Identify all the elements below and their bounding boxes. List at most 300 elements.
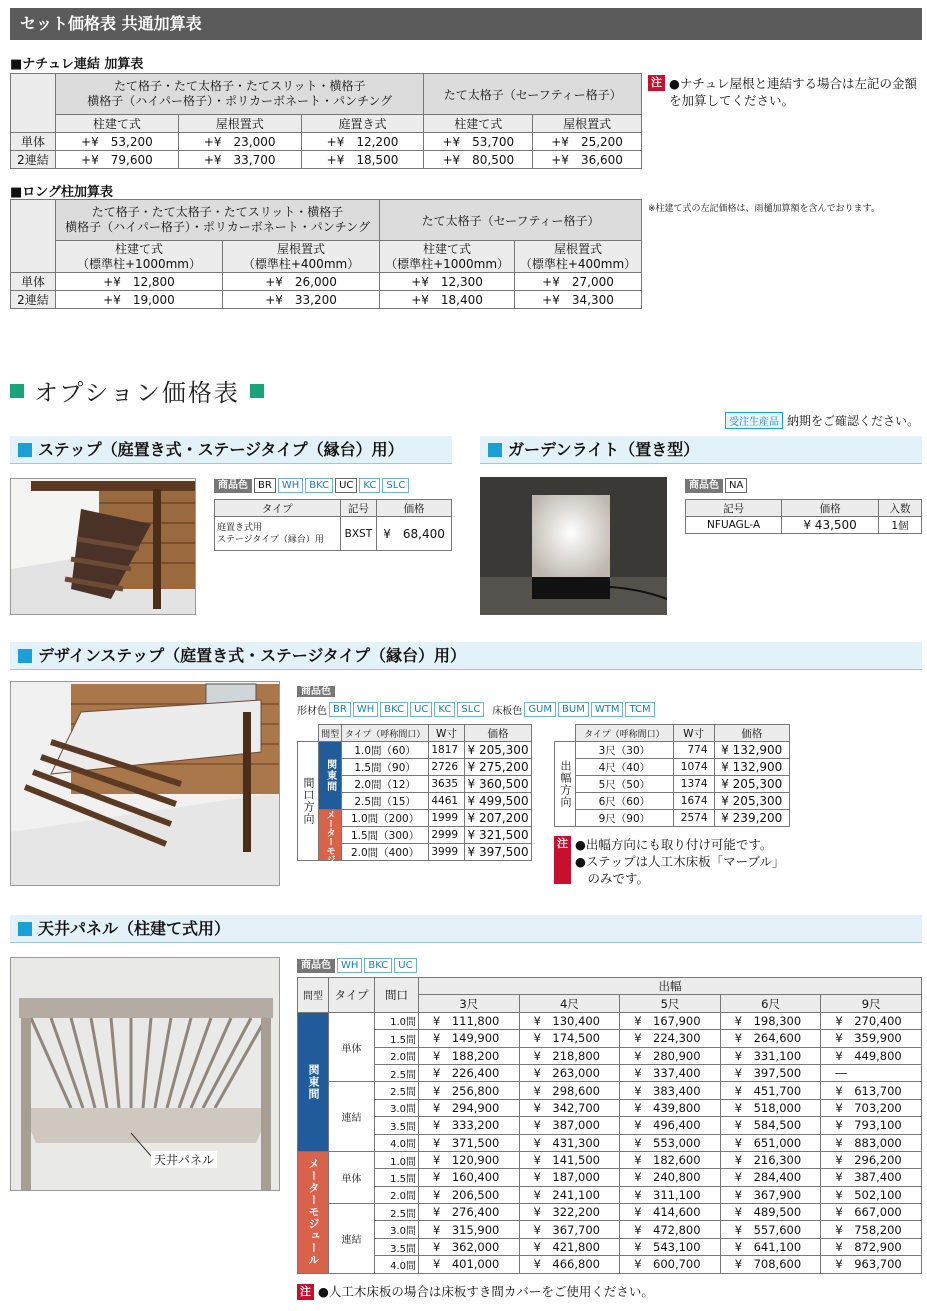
price-cell: +¥ 36,600 xyxy=(533,151,642,169)
col-header xyxy=(222,241,379,273)
col-header: 間型 xyxy=(319,725,342,742)
table-row xyxy=(298,1256,922,1273)
price-cell: ¥ 188,200 xyxy=(419,1047,520,1064)
group1-header xyxy=(56,74,424,115)
type-cell: 2.0間（400） xyxy=(342,844,429,861)
price-cell: ¥ 205,300 xyxy=(465,742,532,759)
color-swatch: BKC xyxy=(364,958,392,973)
price-cell: +¥ 18,500 xyxy=(301,151,424,169)
price-cell: ¥ 206,500 xyxy=(419,1186,520,1203)
table-row xyxy=(298,742,532,759)
price-cell: +¥ 53,700 xyxy=(424,133,533,151)
ceiling-body xyxy=(298,1012,922,1273)
table-row xyxy=(298,1151,922,1168)
price-cell: ¥ 557,600 xyxy=(720,1221,821,1238)
price-cell: ¥ 182,600 xyxy=(620,1151,721,1168)
color-swatch: WH xyxy=(278,478,303,493)
col-header: 屋根置式 xyxy=(533,115,642,133)
garden-light-image xyxy=(480,477,667,615)
price-cell: ¥ 371,500 xyxy=(419,1134,520,1151)
section-title: ステップ（庭置き式・ステージタイプ（縁台）用） xyxy=(38,440,404,459)
col-header: タイプ xyxy=(329,978,375,1013)
col-header-line: （標準柱+400mm） xyxy=(242,256,360,271)
price-cell: ¥ 667,000 xyxy=(821,1204,922,1221)
color-swatch: GUM xyxy=(524,702,556,717)
ceiling-table xyxy=(297,977,922,1274)
price-cell: +¥ 33,700 xyxy=(178,151,301,169)
square-icon xyxy=(18,649,32,663)
price-cell: ¥ 149,900 xyxy=(419,1030,520,1047)
table-row xyxy=(298,1064,922,1081)
price-cell: ¥ 270,400 xyxy=(821,1012,922,1029)
price-cell: ¥ 43,500 xyxy=(782,517,879,534)
frame-label: 形材色 xyxy=(297,706,327,717)
price-cell: ¥ 239,200 xyxy=(714,810,789,827)
row-label: 単体 xyxy=(11,133,56,151)
width-cell: 1.5間 xyxy=(375,1030,419,1047)
color-label: 商品色 xyxy=(297,686,335,697)
width-cell: 3.5間 xyxy=(375,1117,419,1134)
col-header xyxy=(56,241,223,273)
section-title: 天井パネル（柱建て式用） xyxy=(38,919,231,938)
price-cell: ¥ 141,500 xyxy=(519,1151,620,1168)
price-cell: ¥ 489,500 xyxy=(720,1204,821,1221)
group2-header: たて太格子（セーフティー格子） xyxy=(424,74,642,115)
price-cell: ¥ 240,800 xyxy=(620,1169,721,1186)
group-kanto: 関東間 xyxy=(319,742,342,810)
price-cell: ¥ 449,800 xyxy=(821,1047,922,1064)
w-cell: 774 xyxy=(673,742,714,759)
col-header-line: 屋根置式 xyxy=(554,241,603,256)
dstep-table xyxy=(297,724,532,891)
table-row xyxy=(298,1134,922,1151)
w-cell: 2999 xyxy=(428,827,464,844)
col-header: タイプ（呼称間口） xyxy=(342,725,429,742)
note-line: ●出幅方向にも取り付け可能です。 xyxy=(575,837,773,852)
price-cell: ¥ 218,800 xyxy=(519,1047,620,1064)
table-row xyxy=(298,1030,922,1047)
garden-table xyxy=(685,499,922,534)
width-cell: 1.0間 xyxy=(375,1012,419,1029)
price-cell: ¥ 241,100 xyxy=(519,1186,620,1203)
price-cell: ¥ 322,200 xyxy=(519,1204,620,1221)
col-header-line: 柱建て式 xyxy=(114,241,163,256)
color-label: 商品色 xyxy=(685,479,723,493)
image-label: 天井パネル xyxy=(151,1151,217,1168)
group-kanto: 関東間 xyxy=(298,1012,329,1151)
order-note-text: 納期をご確認ください。 xyxy=(786,414,919,428)
depth-header: 9尺 xyxy=(821,995,922,1012)
price-cell: ― xyxy=(821,1064,922,1081)
type-cell: 2.5間（15） xyxy=(342,793,429,810)
table-row xyxy=(11,273,642,291)
green-square-icon xyxy=(250,384,264,398)
table-row xyxy=(686,517,922,534)
group1-line: たて格子・たて太格子・たてスリット・横格子 xyxy=(113,79,366,93)
note-text: ●人工木床板の場合は床板すき間カバーをご使用ください。 xyxy=(318,1284,654,1299)
price-cell: ¥ 264,600 xyxy=(720,1030,821,1047)
price-cell: ¥ 263,000 xyxy=(519,1064,620,1081)
w-cell: 1674 xyxy=(673,793,714,810)
price-cell: +¥ 27,000 xyxy=(515,273,642,291)
step-table xyxy=(214,499,452,551)
width-cell: 4.0間 xyxy=(375,1256,419,1273)
price-cell: ¥ 130,400 xyxy=(519,1012,620,1029)
width-cell: 2.5間 xyxy=(375,1204,419,1221)
price-cell: ¥ 284,400 xyxy=(720,1169,821,1186)
price-cell: ¥ 502,100 xyxy=(821,1186,922,1203)
col-header: 価格 xyxy=(782,500,879,517)
dstep-table-2 xyxy=(554,724,790,827)
price-cell: ¥ 275,200 xyxy=(465,759,532,776)
width-cell: 2.0間 xyxy=(375,1186,419,1203)
price-cell: ¥ 362,000 xyxy=(419,1238,520,1255)
width-cell: 3.5間 xyxy=(375,1238,419,1255)
price-cell: ¥ 439,800 xyxy=(620,1099,721,1116)
price-cell: ¥ 315,900 xyxy=(419,1221,520,1238)
green-square-icon xyxy=(10,384,24,398)
width-cell: 1.0間 xyxy=(375,1151,419,1168)
corner-cell xyxy=(11,200,56,273)
w-cell: 2726 xyxy=(428,759,464,776)
long-note: ※柱建て式の左記価格は、雨樋加算額を含んでおります。 xyxy=(648,204,880,214)
price-cell: ¥ 703,200 xyxy=(821,1099,922,1116)
col-header: タイプ（呼称間口） xyxy=(576,725,674,742)
kind-cell: 単体 xyxy=(329,1151,375,1203)
width-cell: 3.0間 xyxy=(375,1099,419,1116)
col-header: 記号 xyxy=(340,500,376,517)
color-swatch: UC xyxy=(335,478,357,493)
table-row xyxy=(555,810,790,827)
w-cell: 2574 xyxy=(673,810,714,827)
price-cell: ¥ 321,500 xyxy=(465,827,532,844)
color-swatch: NA xyxy=(725,478,747,493)
col-header: 入数 xyxy=(878,500,921,517)
price-cell: ¥ 872,900 xyxy=(821,1238,922,1255)
price-cell: +¥ 12,200 xyxy=(301,133,424,151)
step-section-header xyxy=(10,436,452,464)
depth-header: 3尺 xyxy=(419,995,520,1012)
price-cell: +¥ 12,300 xyxy=(380,273,515,291)
price-cell: ¥ 397,500 xyxy=(720,1064,821,1081)
price-cell: ¥ 224,300 xyxy=(620,1030,721,1047)
color-swatch: SLC xyxy=(457,702,484,717)
long-table xyxy=(10,199,642,309)
price-cell: ¥ 431,300 xyxy=(519,1134,620,1151)
price-cell: ¥ 466,800 xyxy=(519,1256,620,1273)
price-cell: +¥ 53,200 xyxy=(56,133,179,151)
width-cell: 2.0間 xyxy=(375,1047,419,1064)
color-swatch: KC xyxy=(359,478,380,493)
price-cell: +¥ 23,000 xyxy=(178,133,301,151)
group-meter: メーターモジュール xyxy=(319,810,342,861)
depth-header: 4尺 xyxy=(519,995,620,1012)
price-cell: ¥ 793,100 xyxy=(821,1117,922,1134)
step-illustration xyxy=(11,479,196,615)
w-cell: 1999 xyxy=(428,810,464,827)
price-cell: ¥ 758,200 xyxy=(821,1221,922,1238)
col-header: W寸 xyxy=(673,725,714,742)
price-cell: ¥ 167,900 xyxy=(620,1012,721,1029)
type-cell: 1.5間（90） xyxy=(342,759,429,776)
note-badge: 注 xyxy=(554,836,571,884)
price-cell: +¥ 25,200 xyxy=(533,133,642,151)
order-badge: 受注生産品 xyxy=(725,412,783,429)
price-cell: ¥ 226,400 xyxy=(419,1064,520,1081)
table-row xyxy=(298,1204,922,1221)
price-cell: ¥ 367,900 xyxy=(720,1186,821,1203)
price-cell: ¥ 584,500 xyxy=(720,1117,821,1134)
price-cell: ¥ 120,900 xyxy=(419,1151,520,1168)
table-row xyxy=(298,1186,922,1203)
dstep-note xyxy=(554,836,785,887)
price-cell: ¥ 298,600 xyxy=(519,1082,620,1099)
ceiling-note xyxy=(297,1283,654,1300)
color-swatch: SLC xyxy=(382,478,409,493)
width-cell: 3.0間 xyxy=(375,1221,419,1238)
table-row xyxy=(555,793,790,810)
price-cell: ¥ 651,000 xyxy=(720,1134,821,1151)
price-cell: ¥ 311,100 xyxy=(620,1186,721,1203)
type-cell: 1.0間（200） xyxy=(342,810,429,827)
price-cell: ¥ 280,900 xyxy=(620,1047,721,1064)
row-label: 単体 xyxy=(11,273,56,291)
kind-cell: 連結 xyxy=(329,1204,375,1274)
col-header: 庭置き式 xyxy=(301,115,424,133)
type-cell: 3尺（30） xyxy=(576,742,674,759)
blank-cell xyxy=(555,725,576,742)
group2-header: たて太格子（セーフティー格子） xyxy=(380,200,642,241)
width-cell: 2.5間 xyxy=(375,1082,419,1099)
color-label: 商品色 xyxy=(214,479,252,493)
type-line: ステージタイプ（縁台）用 xyxy=(217,534,324,545)
price-cell: ¥ 543,100 xyxy=(620,1238,721,1255)
price-cell: ¥ 963,700 xyxy=(821,1256,922,1273)
price-cell: ¥ 331,100 xyxy=(720,1047,821,1064)
group1-line: 横格子（ハイパー格子）・ポリカーボネート・パンチング xyxy=(87,94,393,108)
nachure-note xyxy=(648,75,918,109)
kind-cell: 単体 xyxy=(329,1012,375,1082)
col-header-line: 屋根置式 xyxy=(277,241,326,256)
w-cell: 1374 xyxy=(673,776,714,793)
price-cell: ¥ 401,000 xyxy=(419,1256,520,1273)
ceiling-image xyxy=(10,957,280,1191)
price-cell: ¥ 337,400 xyxy=(620,1064,721,1081)
type-cell: 4尺（40） xyxy=(576,759,674,776)
w-cell: 3635 xyxy=(428,776,464,793)
col-header: 柱建て式 xyxy=(424,115,533,133)
price-cell: ¥ 160,400 xyxy=(419,1169,520,1186)
color-swatch: BR xyxy=(329,702,351,717)
long-title: ■ロング柱加算表 xyxy=(10,185,114,200)
price-cell: ¥ 499,500 xyxy=(465,793,532,810)
price-cell: ¥ 383,400 xyxy=(620,1082,721,1099)
table-row xyxy=(298,1221,922,1238)
table-row xyxy=(298,810,532,827)
col-header: 出幅 xyxy=(419,978,922,995)
ceiling-color-list xyxy=(297,958,417,973)
color-swatch: WH xyxy=(337,958,362,973)
note-line: のみです。 xyxy=(575,871,650,886)
price-cell: ¥ 472,800 xyxy=(620,1221,721,1238)
depth-header: 6尺 xyxy=(720,995,821,1012)
square-icon xyxy=(18,443,32,457)
kind-cell: 連結 xyxy=(329,1082,375,1152)
type-cell: 2.0間（12） xyxy=(342,776,429,793)
col-header-line: （標準柱+1000mm） xyxy=(385,256,510,271)
table-row xyxy=(298,1099,922,1116)
table-row xyxy=(215,517,452,551)
table-row xyxy=(298,1169,922,1186)
price-cell: ¥ 883,000 xyxy=(821,1134,922,1151)
price-cell: ¥ 256,800 xyxy=(419,1082,520,1099)
price-cell: ¥ 207,200 xyxy=(465,810,532,827)
row-label: 2連結 xyxy=(11,151,56,169)
col-header: 間型 xyxy=(298,978,329,1013)
depth-header: 5尺 xyxy=(620,995,721,1012)
color-swatch: WH xyxy=(353,702,378,717)
price-cell: ¥ 451,700 xyxy=(720,1082,821,1099)
type-line: 庭置き式用 xyxy=(217,522,263,533)
color-swatch: BKC xyxy=(305,478,333,493)
row-label: 2連結 xyxy=(11,291,56,309)
code-cell: NFUAGL-A xyxy=(686,517,782,534)
price-cell: ¥ 296,200 xyxy=(821,1151,922,1168)
color-swatch: BR xyxy=(254,478,276,493)
col-header-line: （標準柱+1000mm） xyxy=(77,256,201,271)
price-cell: ¥ 421,800 xyxy=(519,1238,620,1255)
table-row xyxy=(298,1047,922,1064)
step-image xyxy=(10,478,196,615)
color-swatch: WTM xyxy=(591,702,624,717)
group-meter: メーターモジュール xyxy=(298,1151,329,1273)
col-header: タイプ xyxy=(215,500,341,517)
price-cell: +¥ 19,000 xyxy=(56,291,223,309)
square-icon xyxy=(18,922,32,936)
col-header xyxy=(380,241,515,273)
nachure-title: ■ナチュレ連結 加算表 xyxy=(10,57,144,72)
price-cell: ¥ 174,500 xyxy=(519,1030,620,1047)
color-label: 商品色 xyxy=(297,959,335,973)
section-title: デザインステップ（庭置き式・ステージタイプ（縁台）用） xyxy=(38,646,467,665)
dstep-section-header xyxy=(10,642,922,670)
col-header xyxy=(515,241,642,273)
note-badge: 注 xyxy=(297,1284,314,1300)
color-swatch: TCM xyxy=(625,702,654,717)
price-cell: ¥ 276,400 xyxy=(419,1204,520,1221)
price-cell: ¥ 205,300 xyxy=(714,793,789,810)
note-text: ●ナチュレ屋根と連結する場合は左記の金額を加算してください。 xyxy=(669,76,918,108)
qty-cell: 1個 xyxy=(878,517,921,534)
w-cell: 1074 xyxy=(673,759,714,776)
col-header: 価格 xyxy=(714,725,789,742)
price-cell: ¥ 68,400 xyxy=(377,517,452,551)
table-row xyxy=(298,1117,922,1134)
code-cell: BXST xyxy=(340,517,376,551)
price-cell: ¥ 553,000 xyxy=(620,1134,721,1151)
type-cell: 1.0間（60） xyxy=(342,742,429,759)
price-cell: ¥ 641,100 xyxy=(720,1238,821,1255)
blank-cell xyxy=(298,725,319,742)
note-line: ●ステップは人工木床板「マーブル」 xyxy=(575,854,785,869)
col-header: 柱建て式 xyxy=(56,115,179,133)
price-cell: ¥ 367,700 xyxy=(519,1221,620,1238)
price-cell: ¥ 216,300 xyxy=(720,1151,821,1168)
col-header: 価格 xyxy=(465,725,532,742)
price-cell: +¥ 18,400 xyxy=(380,291,515,309)
nachure-table xyxy=(10,73,642,169)
table-row xyxy=(11,151,642,169)
order-note xyxy=(725,412,919,429)
table-row xyxy=(555,776,790,793)
table-row xyxy=(298,1082,922,1099)
page-header: セット価格表 共通加算表 xyxy=(10,8,922,40)
price-cell: ¥ 359,900 xyxy=(821,1030,922,1047)
table-row xyxy=(298,1012,922,1029)
table-row xyxy=(555,742,790,759)
group1-line: たて格子・たて太格子・たてスリット・横格子 xyxy=(91,205,344,219)
col-header: 屋根置式 xyxy=(178,115,301,133)
type-cell: 5尺（50） xyxy=(576,776,674,793)
price-cell: ¥ 387,400 xyxy=(821,1169,922,1186)
price-cell: +¥ 34,300 xyxy=(515,291,642,309)
width-cell: 4.0間 xyxy=(375,1134,419,1151)
note-lines xyxy=(575,836,785,887)
color-swatch: UC xyxy=(410,702,432,717)
price-cell: ¥ 132,900 xyxy=(714,759,789,776)
type-cell xyxy=(215,517,341,551)
col-header: W寸 xyxy=(428,725,464,742)
price-cell: ¥ 613,700 xyxy=(821,1082,922,1099)
corner-cell xyxy=(11,74,56,133)
price-cell: +¥ 12,800 xyxy=(56,273,223,291)
section-title: ガーデンライト（置き型） xyxy=(508,440,700,459)
side-label: 出幅方向 xyxy=(555,742,576,827)
garden-section-header xyxy=(480,436,922,464)
group1-line: 横格子（ハイパー格子）・ポリカーボネート・パンチング xyxy=(65,220,370,234)
price-cell: ¥ 333,200 xyxy=(419,1117,520,1134)
ceiling-illustration xyxy=(11,958,280,1191)
price-cell: +¥ 80,500 xyxy=(424,151,533,169)
col-header: 間口 xyxy=(375,978,419,1013)
price-cell: ¥ 294,900 xyxy=(419,1099,520,1116)
price-cell: ¥ 360,500 xyxy=(465,776,532,793)
price-cell: +¥ 26,000 xyxy=(222,273,379,291)
color-swatch: UC xyxy=(394,958,416,973)
garden-color-list xyxy=(685,478,747,493)
price-cell: ¥ 342,700 xyxy=(519,1099,620,1116)
side-label: 間口方向 xyxy=(298,742,319,861)
options-title: オプション価格表 xyxy=(34,379,240,407)
note-badge: 注 xyxy=(648,75,665,91)
step-color-list xyxy=(214,478,409,493)
dstep-image xyxy=(10,681,280,886)
type-cell: 6尺（60） xyxy=(576,793,674,810)
price-cell: ¥ 518,000 xyxy=(720,1099,821,1116)
dstep-color-label-wrap xyxy=(297,683,335,699)
price-cell: ¥ 397,500 xyxy=(465,844,532,861)
price-cell: ¥ 600,700 xyxy=(620,1256,721,1273)
col-header-line: 柱建て式 xyxy=(423,241,472,256)
price-cell: +¥ 79,600 xyxy=(56,151,179,169)
col-header-line: （標準柱+400mm） xyxy=(519,256,637,271)
dstep-illustration xyxy=(11,682,280,886)
price-cell: ¥ 496,400 xyxy=(620,1117,721,1134)
price-cell: ¥ 387,000 xyxy=(519,1117,620,1134)
group1-header xyxy=(56,200,380,241)
w-cell: 3999 xyxy=(428,844,464,861)
price-cell: ¥ 708,600 xyxy=(720,1256,821,1273)
